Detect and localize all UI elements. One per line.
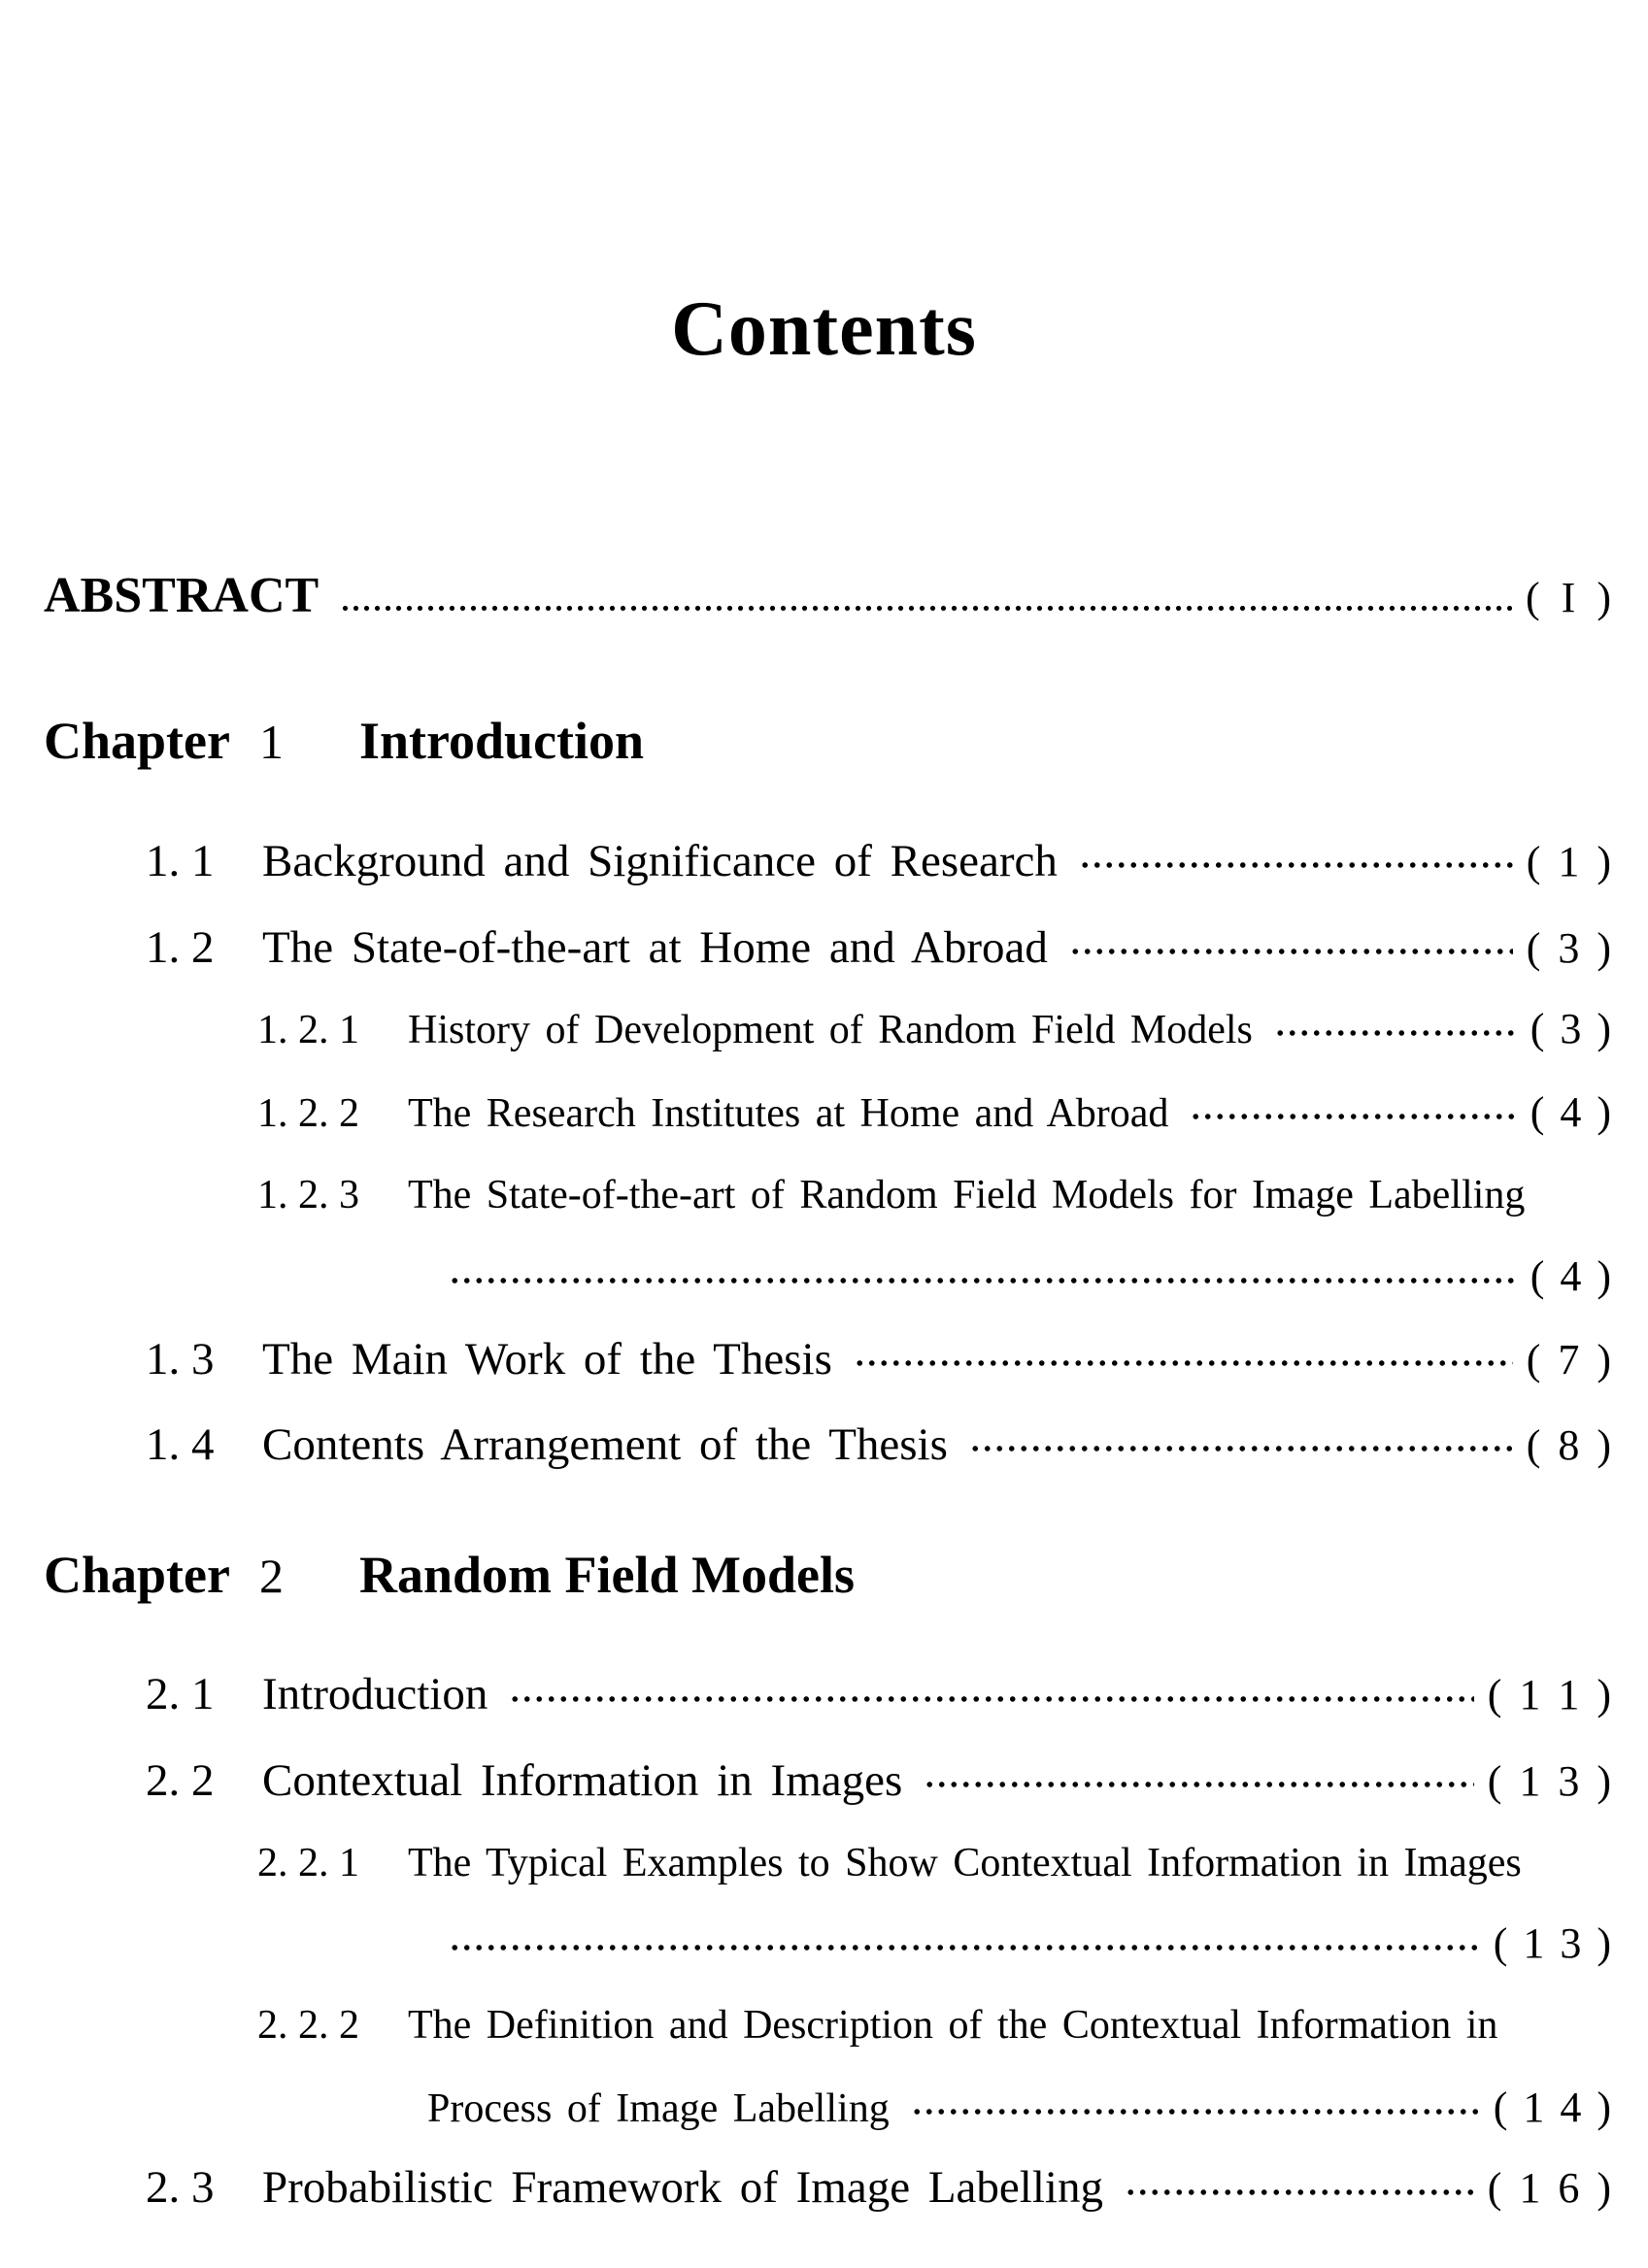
- toc-entry-2-1: [0, 1667, 1648, 1721]
- entry-title: Introduction: [262, 1669, 488, 1720]
- entry-title: The State-of-the-art of Random Field Models for Image Labelling: [408, 1172, 1526, 1217]
- page-number: ( 8 ): [1526, 1421, 1611, 1470]
- dot-leader: [967, 1444, 1513, 1453]
- entry-number: 1. 1: [146, 836, 215, 887]
- entry-number: 1. 2. 1: [257, 1007, 359, 1052]
- chapter-word: Chapter: [44, 1545, 230, 1604]
- dot-leader: [1067, 947, 1513, 956]
- toc-entry-1-2-3: [0, 1171, 1648, 1219]
- entry-number: 1. 2. 3: [257, 1172, 359, 1217]
- entry-title: History of Development of Random Field Models: [408, 1007, 1253, 1052]
- entry-number: 1. 2: [146, 921, 215, 973]
- toc-entry-1-2-1: [0, 1004, 1648, 1055]
- entry-number: 2. 2: [146, 1754, 215, 1806]
- dot-leader: [447, 1943, 1480, 1952]
- page-number: ( I ): [1526, 574, 1611, 621]
- page-number: ( 1 6 ): [1487, 2164, 1611, 2213]
- entry-title: Contextual Information in Images: [262, 1754, 903, 1806]
- entry-title: Contents Arrangement of the Thesis: [262, 1419, 948, 1471]
- entry-number: 2. 2. 2: [257, 2003, 359, 2049]
- entry-title: The State-of-the-art at Home and Abroad: [262, 921, 1048, 973]
- dot-leader: [1123, 2187, 1474, 2197]
- page-number: ( 1 ): [1526, 838, 1611, 886]
- toc-entry-1-2: [0, 920, 1648, 975]
- chapter-word: Chapter: [44, 712, 230, 771]
- entry-title: Background and Significance of Research: [262, 836, 1058, 887]
- page-number: ( 1 3 ): [1493, 1918, 1611, 1967]
- toc-entry-1-2-2: [0, 1087, 1648, 1139]
- entry-title: The Main Work of the Thesis: [262, 1333, 832, 1384]
- page-title: Contents: [671, 286, 977, 372]
- chapter-number: 1: [258, 715, 284, 770]
- entry-title: The Typical Examples to Show Contextual Information in Images: [408, 1841, 1522, 1886]
- dot-leader: [338, 604, 1512, 613]
- entry-label: ABSTRACT: [44, 568, 320, 623]
- dot-leader: [852, 1358, 1513, 1368]
- toc-entry-2-2-2-continuation: [0, 2083, 1648, 2134]
- page-number: ( 4 ): [1530, 1251, 1611, 1300]
- toc-entry-2-2-2: [0, 2001, 1648, 2050]
- toc-entry-chapter-1: [0, 710, 1648, 773]
- page-number: ( 1 1 ): [1487, 1671, 1611, 1719]
- page-number: ( 3 ): [1530, 1004, 1611, 1052]
- dot-leader: [507, 1694, 1473, 1704]
- entry-number: 1. 4: [146, 1419, 215, 1471]
- page-number: ( 7 ): [1526, 1335, 1611, 1384]
- toc-entry-chapter-2: [0, 1544, 1648, 1607]
- dot-leader: [922, 1780, 1473, 1789]
- chapter-number: 2: [258, 1548, 284, 1603]
- page-number: ( 4 ): [1530, 1087, 1611, 1136]
- page-number: ( 1 4 ): [1493, 2083, 1611, 2131]
- dot-leader: [1077, 860, 1513, 870]
- toc-entry-2-2: [0, 1753, 1648, 1808]
- dot-leader: [1272, 1028, 1517, 1038]
- page-number: ( 3 ): [1526, 923, 1611, 972]
- entry-title: The Definition and Description of the Contextual Information in: [408, 2003, 1498, 2049]
- chapter-title: Random Field Models: [358, 1545, 856, 1604]
- entry-title-continued: Process of Image Labelling: [427, 2085, 890, 2131]
- toc-entry-2-2-1: [0, 1839, 1648, 1887]
- entry-number: 2. 1: [146, 1669, 215, 1720]
- toc-entry-1-2-3-continuation: [0, 1251, 1648, 1303]
- dot-leader: [1188, 1112, 1516, 1121]
- dot-leader: [447, 1276, 1517, 1285]
- entry-title: The Research Institutes at Home and Abroad: [408, 1090, 1169, 1136]
- entry-number: 1. 3: [146, 1333, 215, 1384]
- entry-number: 2. 3: [146, 2162, 215, 2214]
- toc-entry-2-3: [0, 2160, 1648, 2215]
- dot-leader: [909, 2107, 1480, 2117]
- chapter-title: Introduction: [358, 712, 645, 771]
- toc-entry-abstract: [0, 566, 1648, 626]
- entry-number: 2. 2. 1: [257, 1841, 359, 1886]
- toc-entry-2-2-1-continuation: [0, 1918, 1648, 1970]
- toc-entry-1-4: [0, 1418, 1648, 1472]
- toc-entry-1-1: [0, 834, 1648, 888]
- entry-number: 1. 2. 2: [257, 1090, 359, 1136]
- entry-title: Probabilistic Framework of Image Labelling: [262, 2162, 1103, 2214]
- page-number: ( 1 3 ): [1487, 1756, 1611, 1805]
- toc-entry-1-3: [0, 1332, 1648, 1386]
